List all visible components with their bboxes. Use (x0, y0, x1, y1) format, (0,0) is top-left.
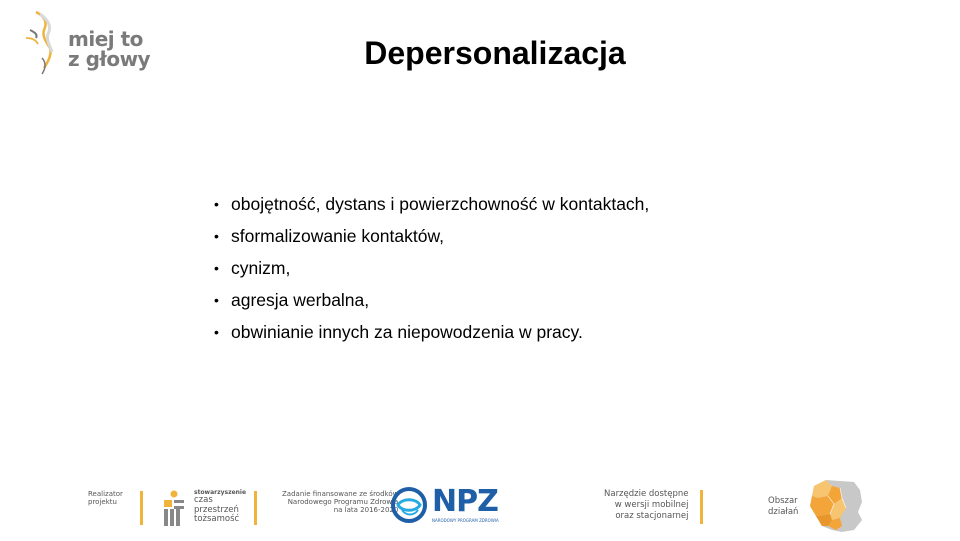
footer-partners (0, 474, 960, 540)
funding-line2: Narodowego Programu Zdrowia (287, 498, 399, 506)
bullet-text: agresja werbalna, (231, 290, 370, 310)
bullet-item (214, 220, 914, 252)
logo-text-line1: miej to (68, 27, 143, 51)
bullet-marker: • (214, 324, 219, 340)
obszar-line2: działań (768, 507, 799, 517)
poland-map (806, 476, 866, 541)
bullet-item (214, 316, 914, 348)
realizator-line2: projektu (88, 498, 117, 506)
bullet-marker: • (214, 292, 219, 308)
stowarzyszenie-line: tożsamość (194, 514, 240, 524)
funding-text (282, 490, 398, 514)
logo-text-line2: z głowy (68, 47, 151, 71)
poland-map-icon (806, 476, 866, 536)
npz-circle-icon (390, 486, 428, 524)
stowarzyszenie-top: stowarzyszenie (194, 489, 247, 496)
stowarzyszenie-logo (162, 490, 188, 533)
bullet-text: cynizm, (231, 258, 291, 278)
funding-line3: na lata 2016-2020 (333, 506, 399, 514)
bullet-item (214, 252, 914, 284)
bullet-text: obwinianie innych za niepowodzenia w pracy. (231, 322, 583, 342)
bullet-marker: • (214, 260, 219, 276)
bullet-text: sformalizowanie kontaktów, (231, 226, 445, 246)
npz-full: NARODOWY PROGRAM ZDROWIA (432, 518, 499, 523)
stowarzyszenie-logo-icon (162, 490, 188, 528)
bullet-marker: • (214, 228, 219, 244)
narzedzie-line3: oraz stacjonarnej (615, 511, 689, 521)
divider (254, 491, 257, 525)
npz-abbr: NPZ (432, 484, 498, 519)
realizator-line1: Realizator (88, 490, 123, 498)
obszar-text (768, 496, 798, 518)
npz-wordmark (432, 486, 499, 523)
npz-logo (390, 486, 428, 529)
stowarzyszenie-line: przestrzeń (194, 504, 239, 515)
funding-line1: Zadanie finansowane ze środków (282, 490, 399, 498)
bullet-item (214, 188, 914, 220)
bullet-item (214, 284, 914, 316)
obszar-line1: Obszar (768, 496, 798, 506)
page-title: Depersonalizacja (364, 35, 626, 71)
divider (140, 491, 143, 525)
stowarzyszenie-line: czas (194, 495, 213, 505)
narzedzie-line1: Narzędzie dostępne (604, 489, 689, 499)
narzedzie-line2: w wersji mobilnej (614, 500, 689, 510)
bullet-marker: • (214, 196, 219, 212)
bullet-list (214, 188, 914, 348)
narzedzie-text (604, 489, 689, 522)
bullet-text: obojętność, dystans i powierzchowność w kontaktach, (231, 194, 650, 214)
stowarzyszenie-text (194, 489, 246, 525)
realizator-label (88, 490, 123, 506)
divider (700, 490, 703, 524)
